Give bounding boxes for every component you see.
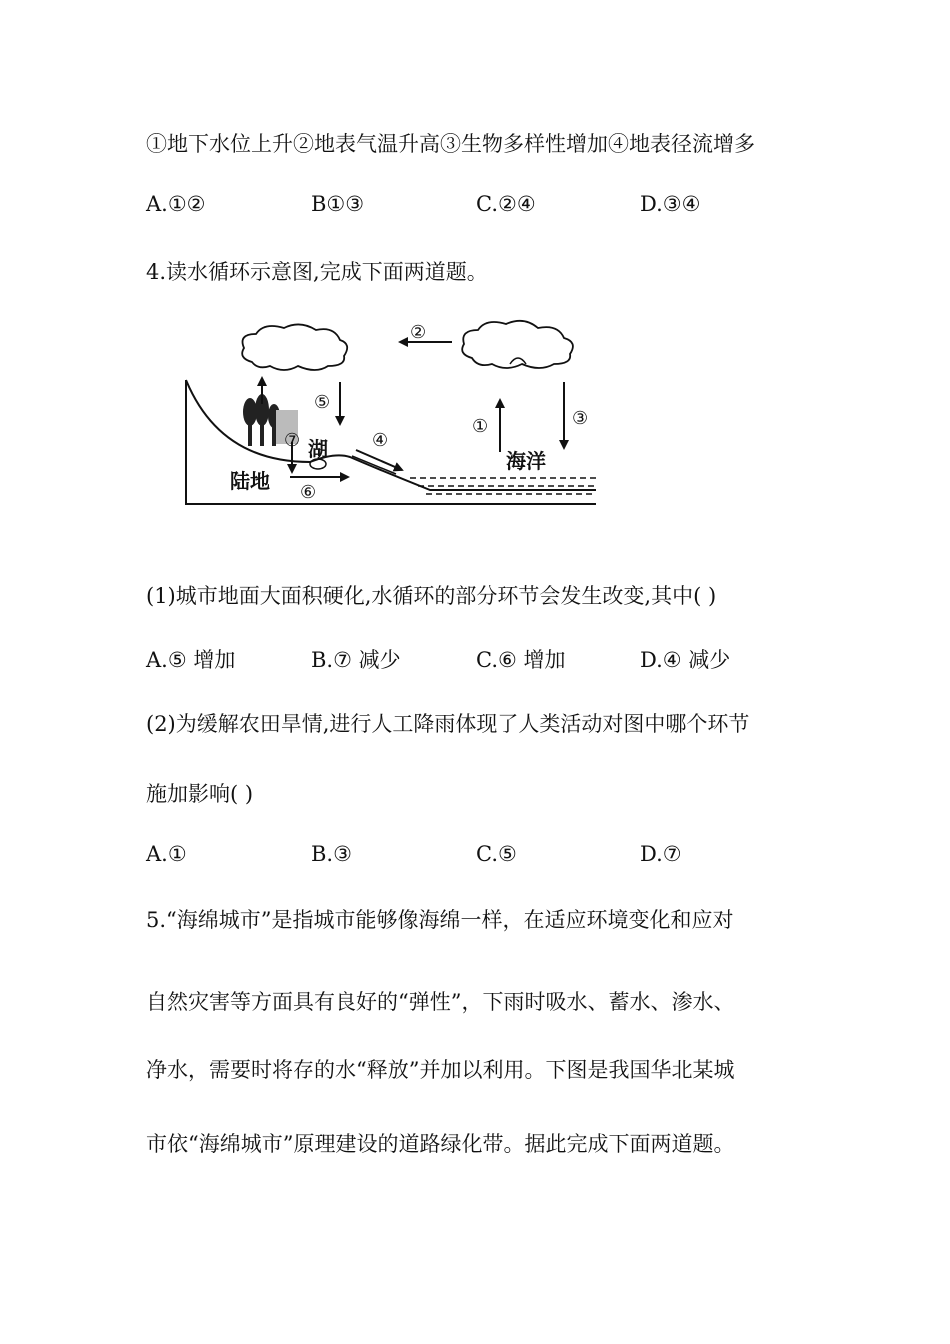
q4-2-stem-line2: 施加影响( ) — [146, 782, 254, 806]
q3-option-c[interactable]: C.②④ — [476, 192, 536, 216]
q4-2-option-d[interactable]: D.⑦ — [640, 842, 682, 866]
label-land: 陆地 — [230, 469, 270, 493]
q4-1-option-d[interactable]: D.④ 减少 — [640, 648, 731, 672]
label-7: ⑦ — [284, 430, 301, 451]
q4-2-option-a[interactable]: A.① — [146, 842, 187, 866]
q4-1-option-a[interactable]: A.⑤ 增加 — [146, 648, 236, 672]
q5-line-4: 市依“海绵城市”原理建设的道路绿化带。据此完成下面两道题。 — [146, 1132, 735, 1156]
ocean-water — [410, 478, 596, 494]
water-cycle-diagram — [180, 312, 610, 512]
label-1: ① — [472, 416, 489, 437]
label-5: ⑤ — [314, 392, 331, 413]
q5-line-3: 净水，需要时将存的水“释放”并加以利用。下图是我国华北某城 — [146, 1058, 735, 1082]
q4-1-option-b[interactable]: B.⑦ 减少 — [311, 648, 401, 672]
cloud-left — [242, 324, 347, 370]
q4-2-stem-line1: (2)为缓解农田旱情,进行人工降雨体现了人类活动对图中哪个环节 — [146, 712, 750, 736]
q4-2-option-c[interactable]: C.⑤ — [476, 842, 517, 866]
q3-option-a[interactable]: A.①② — [146, 192, 206, 216]
q5-line-2: 自然灾害等方面具有良好的“弹性”，下雨时吸水、蓄水、渗水、 — [146, 990, 735, 1014]
label-4: ④ — [372, 430, 389, 451]
cloud-right — [462, 321, 573, 368]
label-lake: 湖 — [308, 437, 328, 461]
q3-option-d[interactable]: D.③④ — [640, 192, 701, 216]
label-3: ③ — [572, 408, 589, 429]
q4-2-option-b[interactable]: B.③ — [311, 842, 352, 866]
label-6: ⑥ — [300, 482, 317, 503]
q3-items: ①地下水位上升②地表气温升高③生物多样性增加④地表径流增多 — [146, 132, 755, 156]
label-ocean: 海洋 — [506, 449, 546, 473]
q3-option-b[interactable]: B①③ — [311, 192, 365, 216]
q4-1-option-c[interactable]: C.⑥ 增加 — [476, 648, 566, 672]
q5-line-1: 5.“海绵城市”是指城市能够像海绵一样，在适应环境变化和应对 — [146, 908, 734, 932]
q4-stem: 4.读水循环示意图,完成下面两道题。 — [146, 260, 488, 284]
q4-1-stem: (1)城市地面大面积硬化,水循环的部分环节会发生改变,其中( ) — [146, 584, 717, 608]
label-2: ② — [410, 322, 427, 343]
